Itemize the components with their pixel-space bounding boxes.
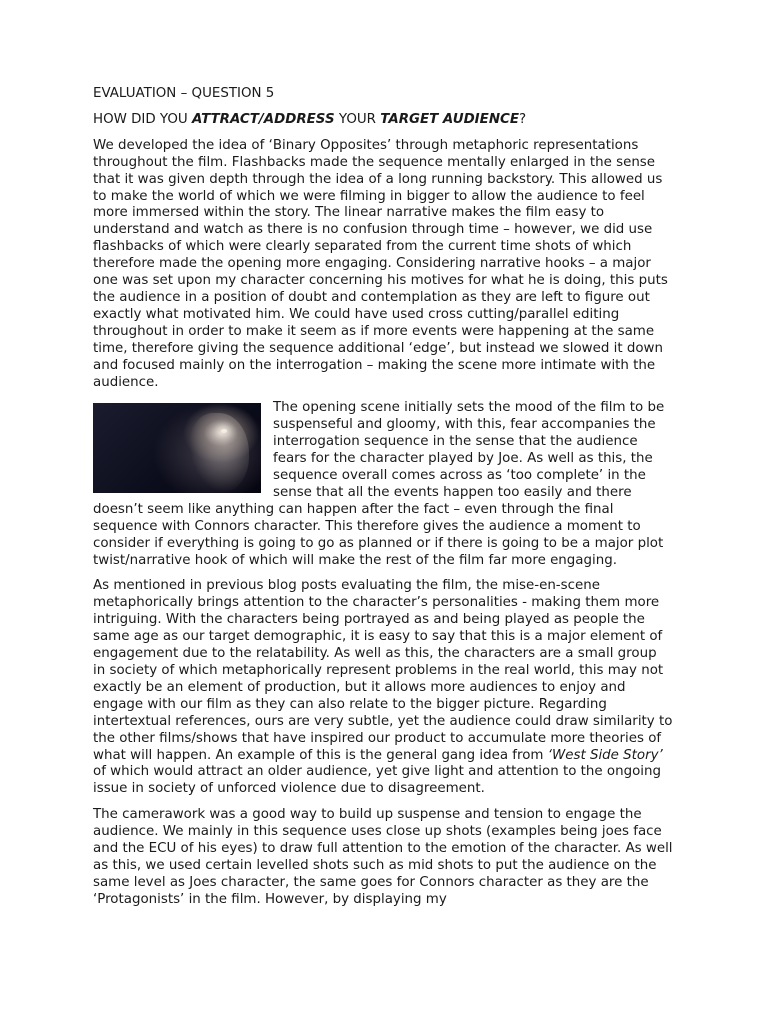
paragraph-camerawork: The camerawork was a good way to build up suspense and tension to engage the audience. We mainly in this sequence uses close up shots (examples being joes face and the ECU of his eyes) to draw full attention to the emotion of the character. As well as this, we used certain levelled shots such as mid shots to put the audience on the same level as Joes character, the same goes for Connors character as they are the ‘Protagonists’ in the film. However, by displaying my: [93, 807, 673, 907]
question-emphasis-attract: ATTRACT/ADDRESS: [191, 111, 335, 127]
question-heading: [93, 112, 673, 129]
paragraph-mise-en-scene-before: As mentioned in previous blog posts evaluating the film, the mise-en-scene metaphorically brings attention to the character’s personalities - making them more intriguing. With the characters being portrayed as and being played as people the same age as our target demographic, it is easy to say that this is a major element of engagement due to the relatability. As well as this, the characters are a small group in society of which metaphorically represent problems in the real world, this may not exactly be an element of production, but it allows more audiences to enjoy and engage with our film as they can also relate to the bigger picture. Regarding intertextual references, ours are very subtle, yet the audience could draw similarity to the other films/shows that have inspired our product to accumulate more theories of what will happen. An example of this is the general gang idea from: [93, 578, 673, 763]
document-title: EVALUATION – QUESTION 5: [93, 86, 275, 101]
film-still-image: [93, 403, 261, 493]
paragraph-mise-en-scene: [93, 578, 673, 798]
face-glow: [189, 413, 249, 493]
paragraph-opening-scene: [93, 400, 673, 569]
question-prefix: HOW DID YOU: [93, 111, 192, 127]
paragraph-mise-en-scene-after: of which would attract an older audience, yet give light and attention to the ongoing issue in society of unforced violence due to disagreement.: [93, 764, 661, 797]
paragraph-opening-scene-block: [93, 400, 673, 569]
west-side-story-title: ‘West Side Story’: [547, 747, 663, 763]
question-suffix: ?: [519, 111, 527, 127]
document-page: [93, 86, 673, 918]
question-emphasis-audience: TARGET AUDIENCE: [380, 111, 519, 127]
paragraph-binary-opposites: We developed the idea of ‘Binary Opposites’ through metaphoric representations throughout the film. Flashbacks made the sequence mentally enlarged in the sense that it was given depth through the idea of a long running backstory. This allowed us to make the world of which we were filming in bigger to allow the audience to feel more immersed within the story. The linear narrative makes the film easy to understand and watch as there is no confusion through time – however, we did use flashbacks of which were clearly separated from the current time shots of which therefore made the opening more engaging. Considering narrative hooks – a major one was set upon my character concerning his motives for what he is doing, this puts the audience in a position of doubt and contemplation as they are left to figure out exactly what motivated him. We could have used cross cutting/parallel editing throughout in order to make it seem as if more events were happening at the same time, therefore giving the sequence additional ‘edge’, but instead we slowed it down and focused mainly on the interrogation – making the scene more intimate with the audience.: [93, 137, 668, 390]
question-middle: YOUR: [334, 111, 381, 127]
paragraph-opening-scene-text: The opening scene initially sets the mood of the film to be suspenseful and gloomy, with this, fear accompanies the interrogation sequence in the sense that the audience fears for the character played by Joe. As well as this, the sequence overall comes across as ‘too complete’ in the sense that all the events happen too easily and there doesn’t seem like anything can happen after the fact – even through the final sequence with Connors character. This therefore gives the audience a moment to consider if everything is going to go as planned or if there is going to be a major plot twist/narrative hook of which will make the rest of the film far more engaging.: [93, 400, 665, 568]
